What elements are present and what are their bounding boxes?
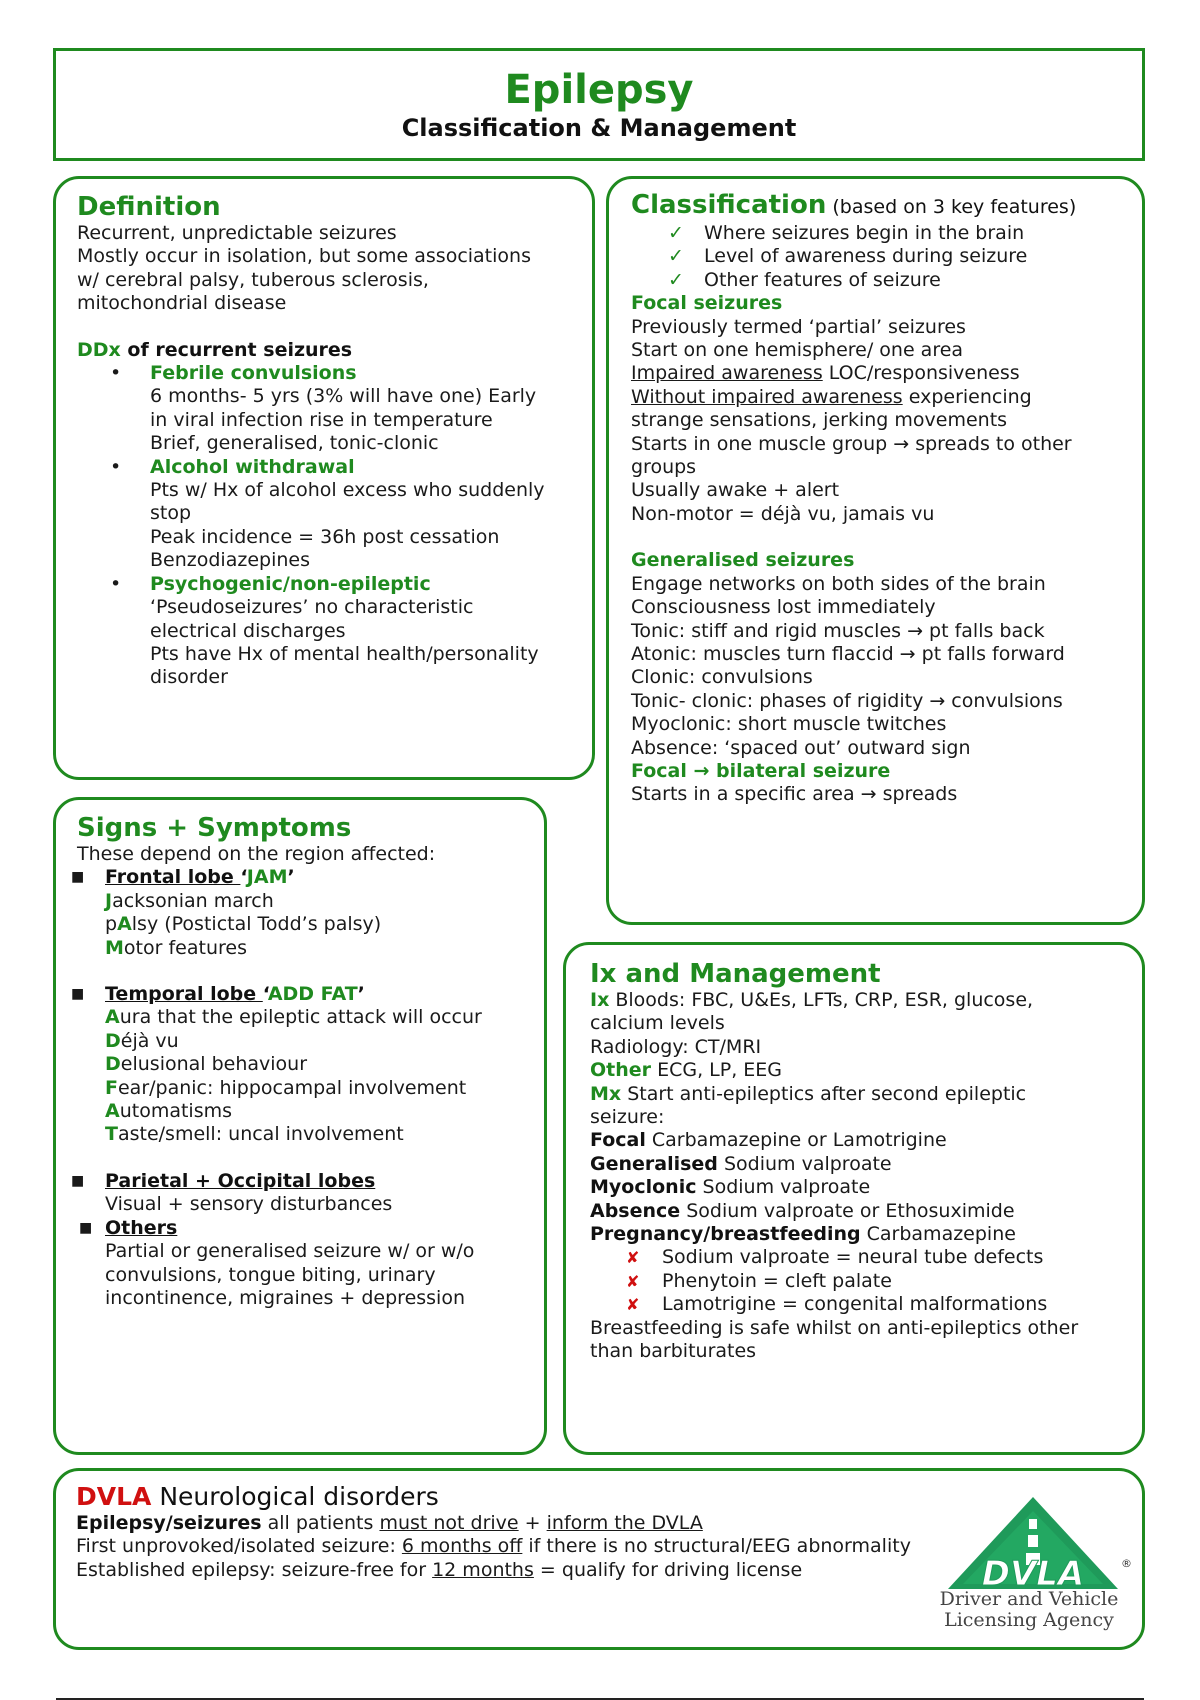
check-item: ✓ Level of awareness during seizure [668,245,1028,268]
temporal-group [71,983,524,1147]
cross-icon: ✘ [626,1248,640,1268]
parietal-group [71,1169,524,1217]
text-line: Pts w/ Hx of alcohol excess who suddenly [150,479,545,502]
text-line: than barbiturates [590,1340,757,1363]
text-line: Mostly occur in isolation, but some associations [77,245,531,268]
classification-title: Classification (based on 3 key features) [631,190,1077,220]
text-line: Absence: ‘spaced out’ outward sign [631,736,971,759]
ddx-item [77,573,572,690]
mnemonic-line: pAlsy (Postictal Todd’s palsy) [105,913,382,936]
text-line: electrical discharges [150,619,346,642]
mnemonic-line: Motor features [105,936,247,959]
cross-item: ✘ Sodium valproate = neural tube defects [626,1246,1044,1269]
signs-text [71,843,524,1310]
definition-panel [53,176,595,780]
check-item: ✓ Where seizures begin in the brain [668,222,1025,244]
definition-text [77,222,572,690]
text-line: Impaired awareness LOC/responsiveness [631,362,1020,385]
text-line: ‘Pseudoseizures’ no characteristic [150,596,474,619]
definition-title: Definition [77,192,221,222]
svg-text:®: ® [1121,1557,1132,1570]
mnemonic-line: Delusional behaviour [105,1053,308,1076]
text-line: in viral infection rise in temperature [150,408,493,431]
temporal-heading: Temporal lobe ‘ADD FAT’ [105,983,365,1006]
title-banner [53,48,1145,161]
text-line: seizure: [590,1106,665,1129]
ddx-item [77,362,572,456]
checkmark-icon: ✓ [668,245,684,268]
text-line: Tonic: stiff and rigid muscles → pt falls back [631,619,1045,642]
text-line: calcium levels [590,1012,725,1035]
text-line: disorder [150,666,228,689]
text-line: Without impaired awareness experiencing [631,385,1032,408]
text-line: convulsions, tongue biting, urinary [105,1263,436,1286]
classification-text [631,222,1122,807]
bullet-icon: • [110,362,122,385]
text-line: 6 months- 5 yrs (3% will have one) Early [150,385,537,408]
ddx-item-heading: Alcohol withdrawal [150,455,355,478]
check-item: ✓ Other features of seizure [668,268,941,291]
cross-item: ✘ Phenytoin = cleft palate [626,1269,892,1292]
cross-icon: ✘ [626,1271,640,1291]
drug-line: Focal Carbamazepine or Lamotrigine [590,1129,947,1152]
text-line: Consciousness lost immediately [631,596,936,619]
text-line: Tonic- clonic: phases of rigidity → convulsions [631,689,1063,712]
text-line: First unprovoked/isolated seizure: 6 months off if there is no structural/EEG abnormality [76,1535,911,1558]
ddx-heading: DDx of recurrent seizures [77,338,353,361]
ddx-item [77,456,572,573]
mnemonic-line: Aura that the epileptic attack will occur [105,1006,482,1029]
text-line: strange sensations, jerking movements [631,409,1008,432]
others-group [77,1217,524,1311]
mnemonic-line: Déjà vu [105,1029,179,1052]
text-line: Starts in one muscle group → spreads to other [631,432,1072,455]
text-line: Benzodiazepines [150,549,310,572]
text-line: Peak incidence = 36h post cessation [150,525,500,548]
dvla-panel [53,1468,1145,1650]
ix-title: Ix and Management [590,959,881,989]
cross-item: ✘ Lamotrigine = congenital malformations [626,1293,1048,1316]
ddx-item-heading: Psychogenic/non-epileptic [150,572,431,595]
bullet-icon: • [110,455,122,478]
generalised-heading: Generalised seizures [631,549,855,572]
ddx-item-heading: Febrile convulsions [150,362,357,385]
drug-line: Myoclonic Sodium valproate [590,1176,871,1199]
dvla-logo-word: DVLA [981,1554,1085,1594]
mnemonic-line: Jacksonian march [105,889,274,912]
mnemonic-line: Fear/panic: hippocampal involvement [105,1076,467,1099]
page-subtitle: Classification & Management [401,114,797,142]
text-line: Atonic: muscles turn flaccid → pt falls forward [631,642,1065,665]
frontal-heading: Frontal lobe ‘JAM’ [105,866,295,889]
text-line: Starts in a specific area → spreads [631,783,958,806]
page-title: Epilepsy [504,67,694,113]
parietal-heading: Parietal + Occipital lobes [105,1169,376,1192]
text-line: Mx Start anti-epileptics after second epileptic [590,1082,1027,1105]
square-bullet-icon: ■ [71,869,85,886]
checkmark-icon: ✓ [668,222,684,244]
square-bullet-icon: ■ [71,1172,85,1189]
text-line: Epilepsy/seizures all patients must not drive + inform the DVLA [76,1512,703,1534]
signs-panel [53,797,547,1455]
classification-panel [606,176,1145,925]
text-line: Brief, generalised, tonic-clonic [150,432,439,455]
checkmark-icon: ✓ [668,268,684,291]
text-line: Non-motor = déjà vu, jamais vu [631,502,935,525]
text-line: Other ECG, LP, EEG [590,1059,782,1082]
text-line: Radiology: CT/MRI [590,1035,762,1058]
text-line: Engage networks on both sides of the brain [631,572,1046,595]
text-line: Breastfeeding is safe whilst on anti-epileptics other [590,1316,1079,1339]
mnemonic-line: Taste/smell: uncal involvement [105,1123,404,1146]
text-line: Previously termed ‘partial’ seizures [631,315,966,338]
text-line: Myoclonic: short muscle twitches [631,713,947,736]
dvla-title: DVLA Neurological disorders [76,1482,439,1511]
ix-management-panel [563,942,1145,1455]
text-line: Usually awake + alert [631,479,840,502]
text-line: stop [150,502,192,525]
text-line: Visual + sensory disturbances [105,1193,393,1216]
drug-line: Absence Sodium valproate or Ethosuximide [590,1199,1015,1222]
text-line: Pts have Hx of mental health/personality [150,642,539,665]
text-line: Start on one hemisphere/ one area [631,339,964,362]
drug-line: Generalised Sodium valproate [590,1152,892,1175]
text-line: These depend on the region affected: [77,843,436,865]
text-line: Established epilepsy: seizure-free for 12 months = qualify for driving license [76,1558,803,1581]
text-line: w/ cerebral palsy, tuberous sclerosis, [77,268,429,291]
text-line: groups [631,456,697,479]
frontal-group [71,866,524,960]
text-line: Recurrent, unpredictable seizures [77,222,397,244]
square-bullet-icon: ■ [79,1219,93,1236]
text-line: Clonic: convulsions [631,666,813,689]
square-bullet-icon: ■ [71,986,85,1003]
mnemonic-line: Automatisms [105,1100,233,1123]
focal-bilateral-heading: Focal → bilateral seizure [631,759,891,782]
drug-line: Pregnancy/breastfeeding Carbamazepine [590,1223,1016,1246]
bullet-icon: • [110,572,122,595]
text-line: mitochondrial disease [77,292,287,315]
cross-icon: ✘ [626,1295,640,1315]
text-line: Ix Bloods: FBC, U&Es, LFTs, CRP, ESR, glucose, [590,989,1034,1011]
text-line: incontinence, migraines + depression [105,1286,465,1309]
dvla-logo-caption: Driver and Vehicle Licensing Agency [939,1588,1119,1631]
text-line: Partial or generalised seizure w/ or w/o [105,1240,475,1263]
ix-text [590,989,1122,1364]
signs-title: Signs + Symptoms [77,813,352,843]
others-heading: Others [105,1216,178,1239]
focal-heading: Focal seizures [631,292,783,315]
